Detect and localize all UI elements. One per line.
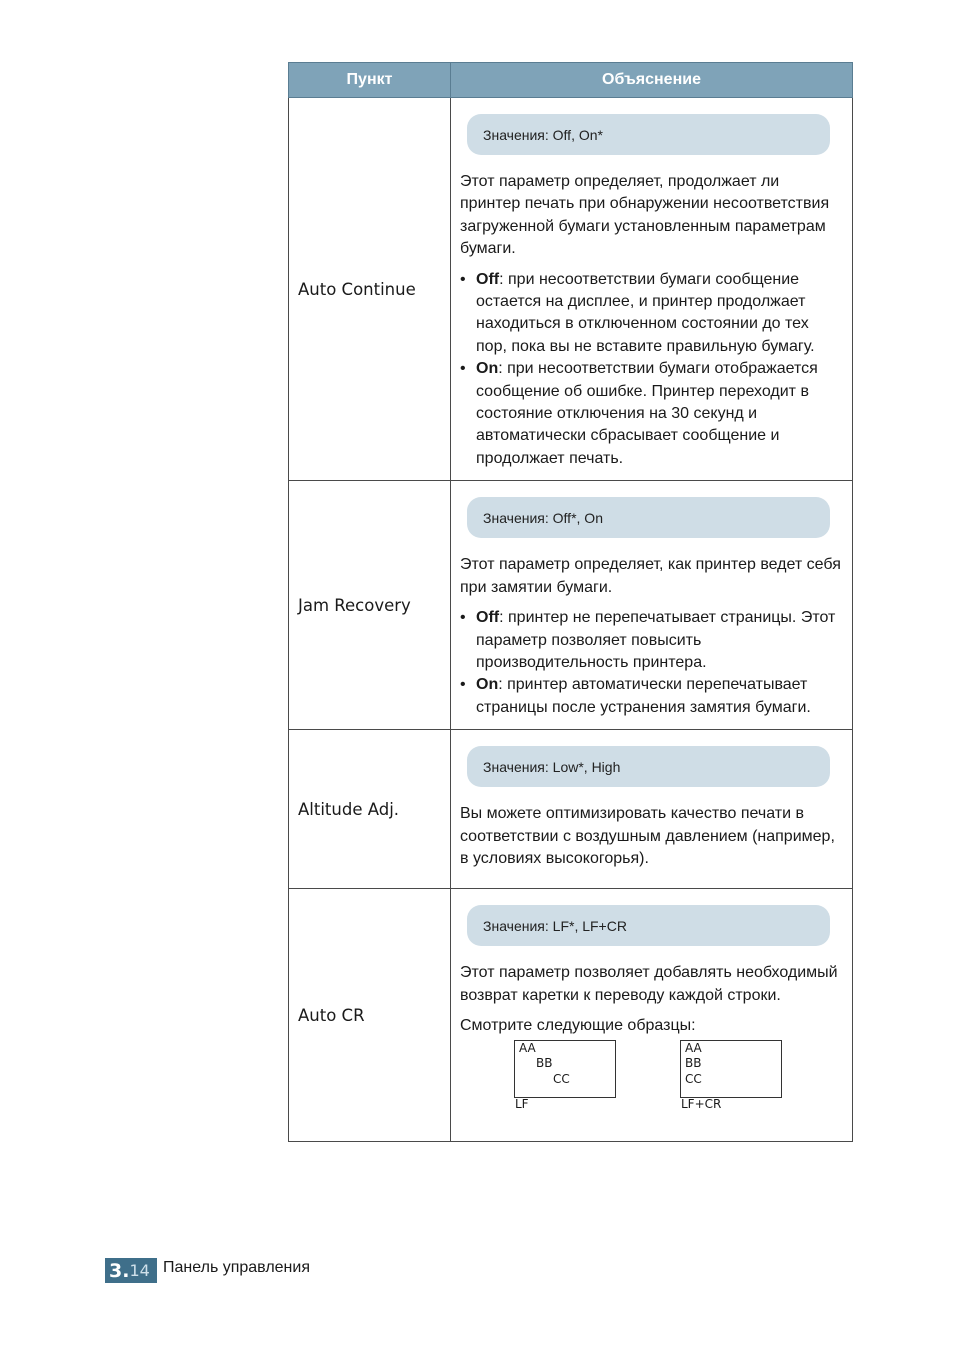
settings-table [288,62,853,1142]
sample-line: CC [685,1071,702,1086]
sample-line: BB [536,1055,553,1070]
sample-lfcr-caption: LF+CR [681,1096,722,1111]
table-header-row [289,63,853,98]
values-badge: Значения: Off, On* [467,114,830,155]
samples-area [460,1040,842,1118]
row-description-cell [451,730,853,889]
header-explanation: Объяснение [451,63,853,98]
table-row [289,730,853,889]
page-number-badge [105,1258,157,1283]
footer-section-title: Панель управления [163,1259,310,1276]
table-row [289,98,853,481]
options-list [460,269,842,471]
row-description-cell [451,98,853,481]
sample-line: AA [685,1040,702,1055]
samples-intro: Смотрите следующие образцы: [460,1017,696,1035]
description-text: Этот параметр позволяет добавлять необходимый возврат каретки к переводу каждой строки. [460,964,838,1004]
table-row [289,481,853,730]
sample-lfcr-box [680,1040,782,1098]
values-badge: Значения: Low*, High [467,746,830,787]
row-item-label: Auto Continue [289,98,451,481]
table-row [289,889,853,1142]
sample-lf-caption: LF [515,1096,529,1111]
description-text: Вы можете оптимизировать качество печати в соответствии с воздушным давлением (например, в условиях высокогорья). [460,805,835,867]
values-badge: Значения: Off*, On [467,497,830,538]
row-item-label: Jam Recovery [289,481,451,730]
row-description-cell [451,889,853,1142]
description-text: Этот параметр определяет, продолжает ли принтер печать при обнаружении несоответствия загруженной бумаги установленным параметрам бумаги. [460,173,830,258]
header-item: Пункт [289,63,451,98]
list-item: • Off: при несоответствии бумаги сообщение остается на дисплее, и принтер продолжает находиться в отключенном состоянии до тех пор, пока вы не вставите правильную бумагу. [460,269,842,359]
options-list [460,607,842,719]
values-badge: Значения: LF*, LF+CR [467,905,830,946]
list-item: • Off: принтер не перепечатывает страницы. Этот параметр позволяет повысить производительность принтера. [460,607,842,674]
sample-line: BB [685,1055,702,1070]
sample-lf-box [514,1040,616,1098]
row-item-label: Auto CR [289,889,451,1142]
chapter-number: 3. [109,1259,130,1282]
row-description-cell [451,481,853,730]
sample-line: CC [553,1071,570,1086]
sample-line: AA [519,1040,536,1055]
list-item: • On: принтер автоматически перепечатывает страницы после устранения замятия бумаги. [460,674,842,719]
row-item-label: Altitude Adj. [289,730,451,889]
description-text: Этот параметр определяет, как принтер ведет себя при замятии бумаги. [460,556,841,596]
page-number: 14 [129,1261,150,1280]
list-item: • On: при несоответствии бумаги отображается сообщение об ошибке. Принтер переходит в состояние отключения на 30 секунд и автоматически сбрасывает сообщение и продолжает печать. [460,358,842,470]
